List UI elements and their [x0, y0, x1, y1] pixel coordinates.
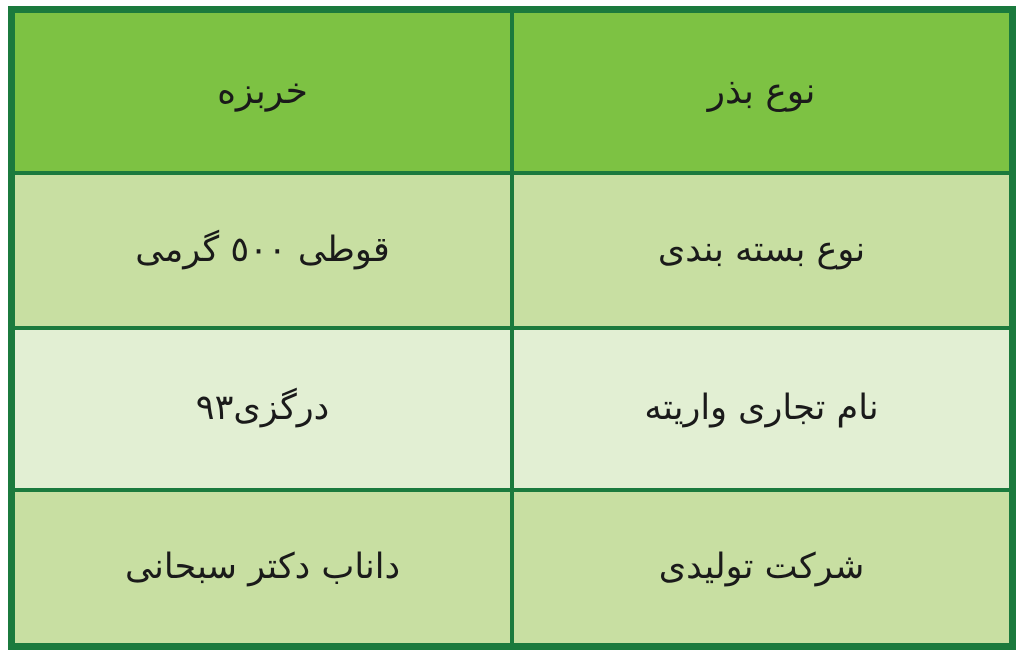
row-cell-label: [512, 173, 1013, 328]
row-cell-value: [12, 328, 513, 490]
row-value-text: درگزی٩٣: [195, 388, 330, 429]
row-value-text: قوطی ٥٠٠ گرمی: [135, 229, 390, 270]
table-row: [12, 173, 1013, 328]
row-cell-value: [12, 173, 513, 328]
row-label-text: نوع بسته بندی: [657, 229, 866, 270]
table-row: [12, 490, 1013, 647]
seed-specification-table: [8, 6, 1016, 650]
row-cell-value: [12, 490, 513, 647]
table-row: [12, 328, 1013, 490]
row-cell-label: [512, 490, 1013, 647]
header-cell-label: [512, 10, 1013, 174]
row-value-text: داناب دکتر سبحانی: [124, 546, 401, 587]
row-label-text: نام تجاری واریته: [644, 388, 879, 429]
row-cell-label: [512, 328, 1013, 490]
row-label-text: شرکت تولیدی: [658, 546, 865, 587]
header-value-text: خربزه: [217, 70, 308, 112]
table-header-row: [12, 10, 1013, 174]
header-cell-value: [12, 10, 513, 174]
header-label-text: نوع بذر: [707, 70, 816, 112]
